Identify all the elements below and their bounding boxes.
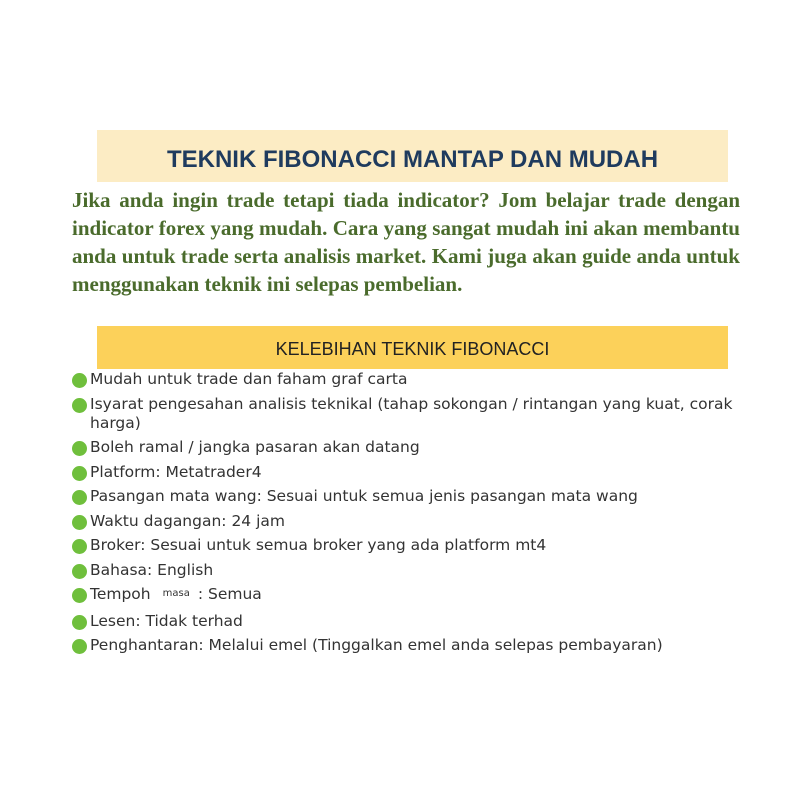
green-dot-icon xyxy=(72,398,87,413)
page-title: TEKNIK FIBONACCI MANTAP DAN MUDAH xyxy=(166,146,659,173)
green-dot-icon xyxy=(72,639,87,654)
feature-item: Mudah untuk trade dan faham graf carta xyxy=(72,370,772,389)
tempoh-value: : Semua xyxy=(197,585,262,603)
green-dot-icon xyxy=(72,564,87,579)
feature-item: Platform: Metatrader4 xyxy=(72,463,772,482)
green-dot-icon xyxy=(72,466,87,481)
section-subtitle: KELEBIHAN TEKNIK FIBONACCI xyxy=(275,339,550,359)
feature-item: Broker: Sesuai untuk semua broker yang ada platform mt4 xyxy=(72,536,772,555)
green-dot-icon xyxy=(72,515,87,530)
feature-item: Bahasa: English xyxy=(72,561,772,580)
green-dot-icon xyxy=(72,373,87,388)
green-dot-icon xyxy=(72,490,87,505)
feature-item: Lesen: Tidak terhad xyxy=(72,612,772,631)
feature-item: Isyarat pengesahan analisis teknikal (tahap sokongan / rintangan yang kuat, corak harga) xyxy=(72,395,772,433)
green-dot-icon xyxy=(72,615,87,630)
intro-paragraph: Jika anda ingin trade tetapi tiada indicator? Jom belajar trade dengan indicator forex yang mudah. Cara yang sangat mudah ini akan membantu anda untuk trade serta analisis market. Kami juga akan guide anda untuk menggunakan teknik ini selepas pembelian. xyxy=(72,188,740,296)
feature-item-tempoh xyxy=(72,585,772,606)
feature-item: Penghantaran: Melalui emel (Tinggalkan emel anda selepas pembayaran) xyxy=(72,636,772,655)
tempoh-label: Tempoh xyxy=(90,585,151,603)
feature-list xyxy=(72,370,772,661)
feature-item: Pasangan mata wang: Sesuai untuk semua jenis pasangan mata wang xyxy=(72,487,772,506)
green-dot-icon xyxy=(72,441,87,456)
tempoh-small-word: masa xyxy=(162,588,190,599)
feature-item: Boleh ramal / jangka pasaran akan datang xyxy=(72,438,772,457)
feature-item: Waktu dagangan: 24 jam xyxy=(72,512,772,531)
green-dot-icon xyxy=(72,539,87,554)
green-dot-icon xyxy=(72,588,87,603)
